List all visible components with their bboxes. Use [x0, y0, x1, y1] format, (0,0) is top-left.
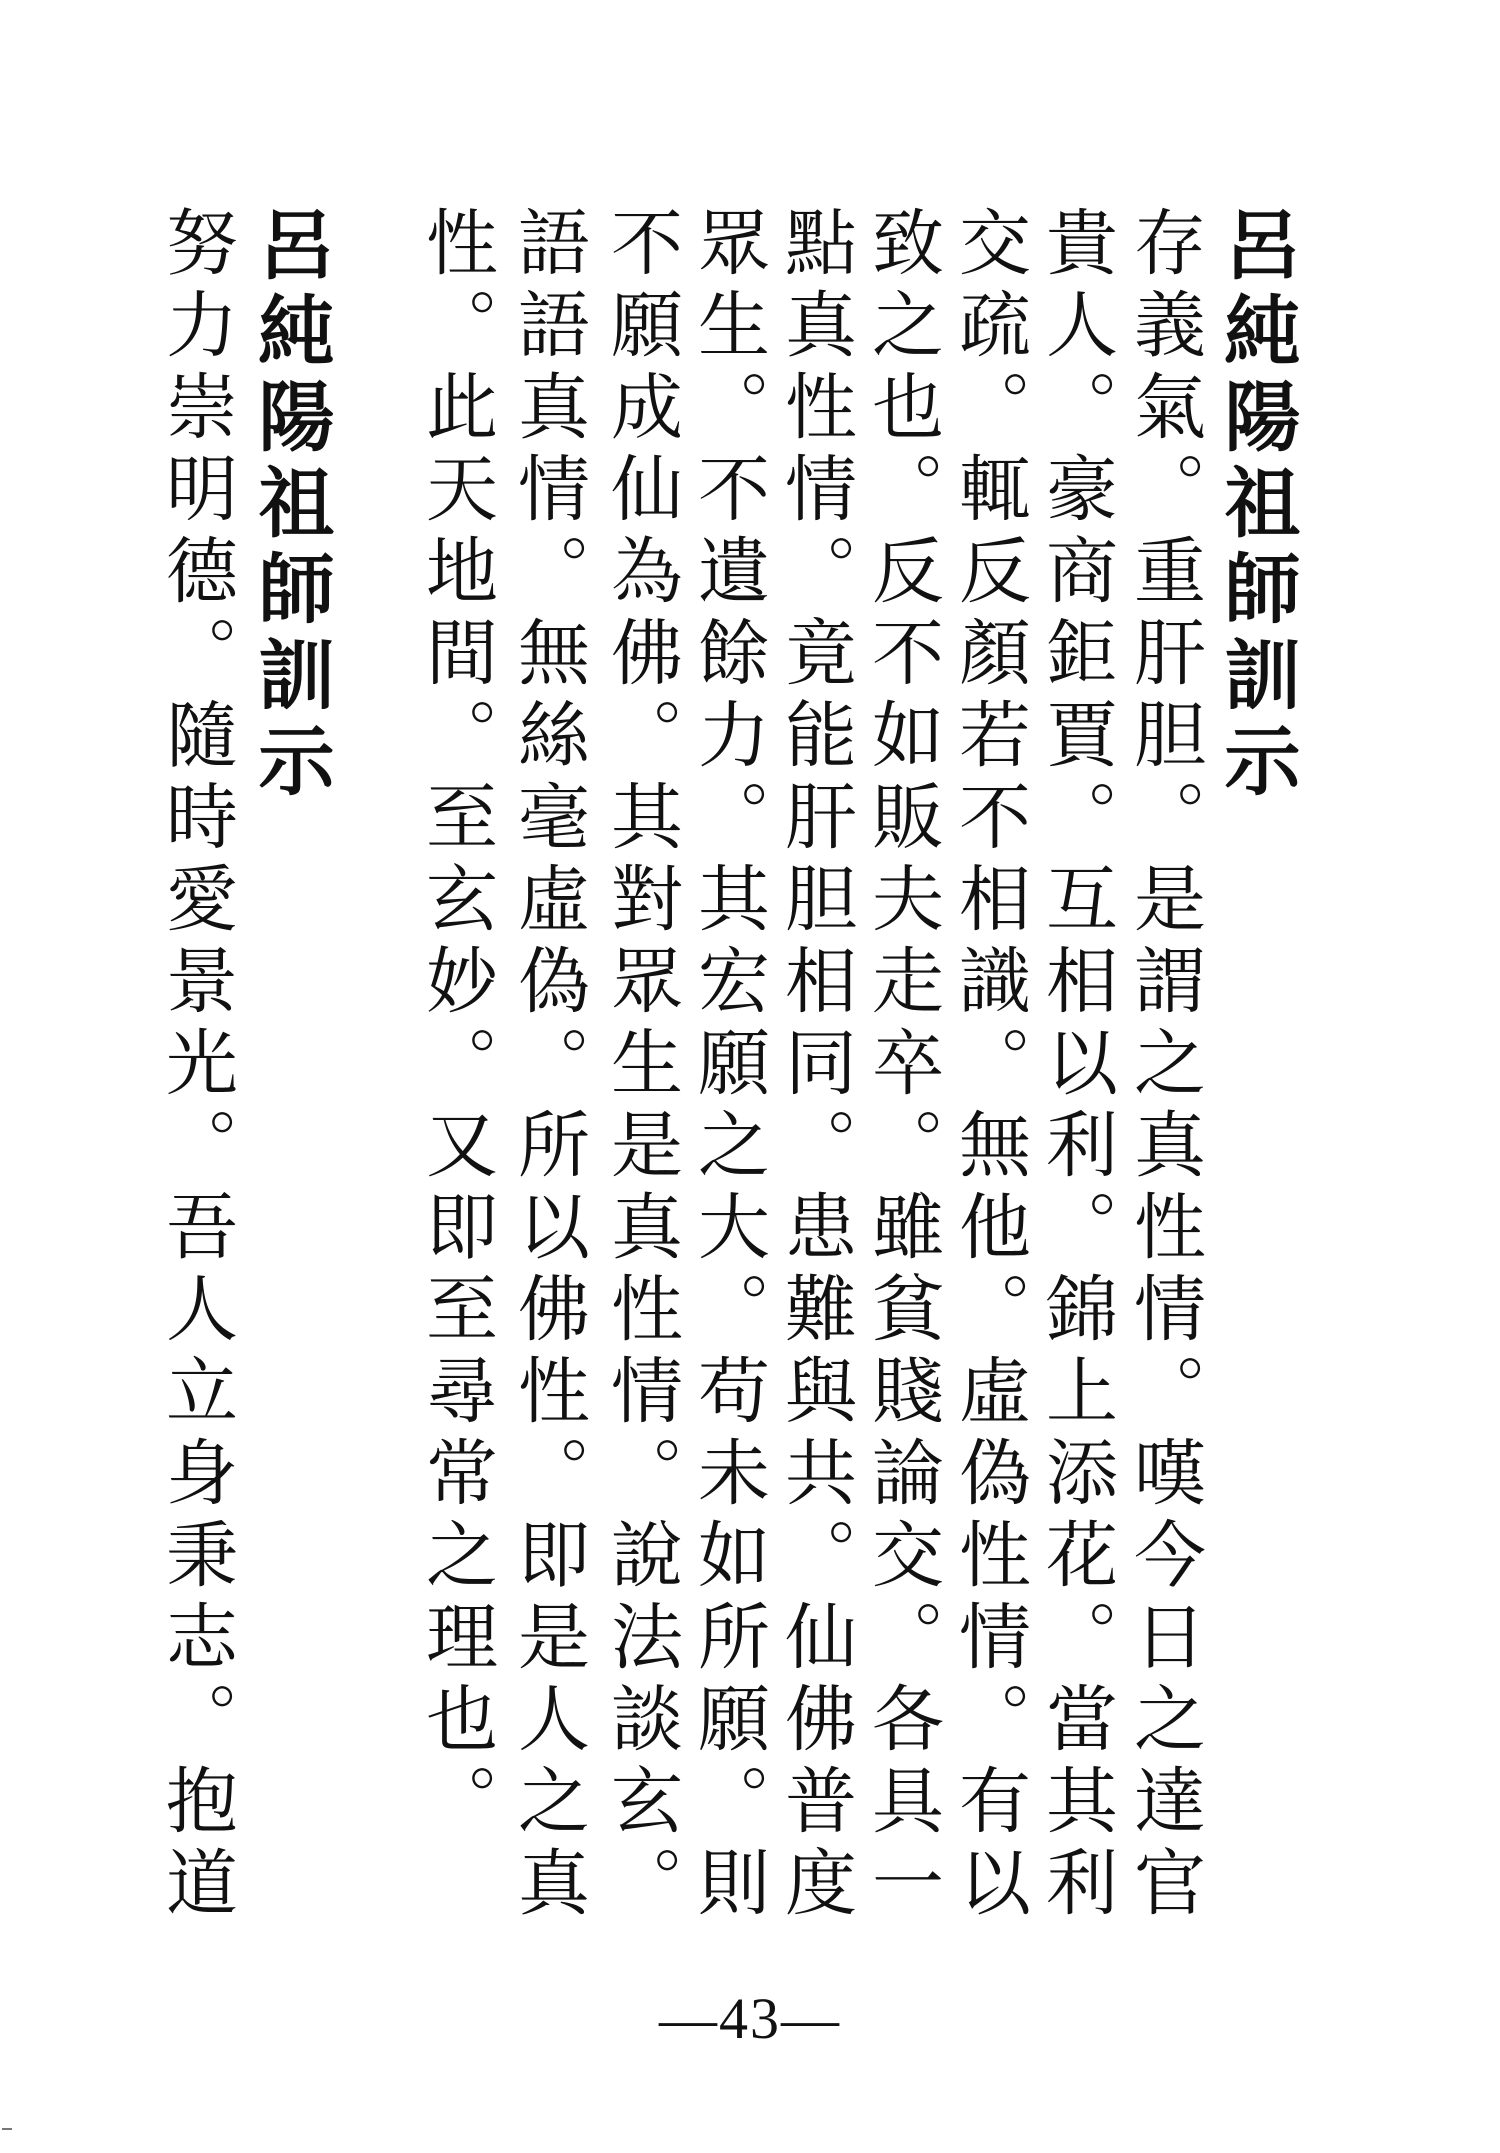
text-column-2: 貴人。豪商鉅賈。互相以利。錦上添花。當其利: [1034, 205, 1118, 1927]
heading-right: 呂純陽祖師訓示: [1212, 205, 1301, 807]
text-column-4: 致之也。反不如販夫走卒。雖貧賤論交。各具一: [860, 205, 944, 1927]
text-column-6: 眾生。不遺餘力。其宏願之大。苟未如所願。則: [686, 205, 770, 1927]
text-column-5: 點真性情。竟能肝胆相同。患難與共。仙佛普度: [773, 205, 857, 1927]
text-column-3: 交疏。輒反顏若不相識。無他。虛偽性情。有以: [947, 205, 1031, 1927]
page-number: —43—: [659, 1986, 841, 2051]
scan-edge-mark: [2, 2128, 12, 2130]
text-column-left: 努力崇明德。隨時愛景光。吾人立身秉志。抱道: [154, 205, 238, 1927]
text-column-7: 不願成仙為佛。其對眾生是真性情。說法談玄。: [599, 205, 683, 1927]
heading-left: 呂純陽祖師訓示: [246, 205, 335, 807]
text-column-1: 存義氣。重肝胆。是謂之真性情。嘆今日之達官: [1122, 205, 1206, 1927]
text-column-8: 語語真情。無絲毫虛偽。所以佛性。即是人之真: [506, 205, 590, 1927]
text-column-9: 性。此天地間。至玄妙。又即至尋常之理也。: [414, 205, 498, 1845]
